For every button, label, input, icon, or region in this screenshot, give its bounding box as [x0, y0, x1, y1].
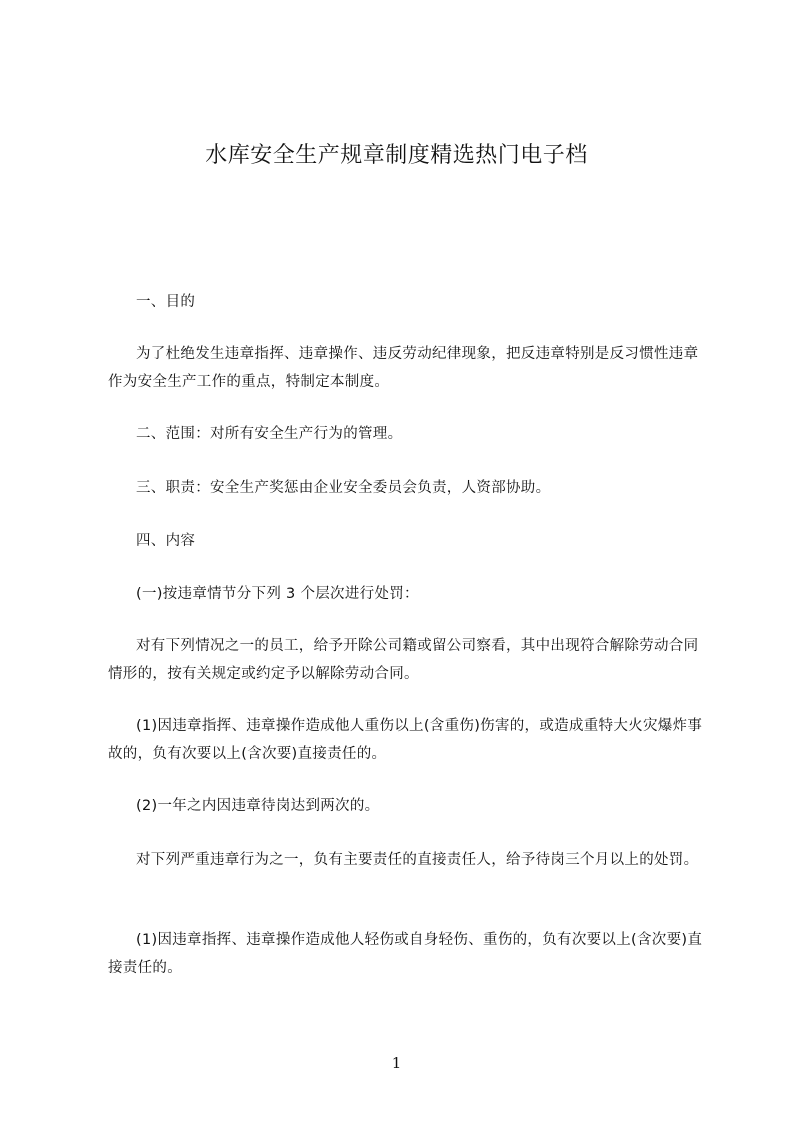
page-number: 1: [391, 1054, 402, 1072]
paragraph-responsibility: 三、职责：安全生产奖惩由企业安全委员会负责，人资部协助。: [136, 480, 551, 496]
section-heading-purpose: 一、目的: [136, 294, 196, 310]
list-item-suspension-1: (1)因违章指挥、违章操作造成他人轻伤或自身轻伤、重伤的，负有次要以上(含次要)直接责任的。: [108, 932, 703, 976]
paragraph-scope: 二、范围：对所有安全生产行为的管理。: [136, 426, 403, 442]
paragraph-suspension: 对下列严重违章行为之一，负有主要责任的直接责任人，给予待岗三个月以上的处罚。: [136, 852, 699, 868]
paragraph-dismissal: 对有下列情况之一的员工，给予开除公司籍或留公司察看，其中出现符合解除劳动合同情形的，按有关规定或约定予以解除劳动合同。: [108, 638, 699, 682]
list-item-dismissal-1: (1)因违章指挥、违章操作造成他人重伤以上(含重伤)伤害的，或造成重特大火灾爆炸事故的，负有次要以上(含次要)直接责任的。: [108, 718, 703, 762]
list-item-dismissal-2: (2)一年之内因违章待岗达到两次的。: [136, 798, 380, 814]
section-heading-content: 四、内容: [136, 533, 196, 549]
paragraph-purpose: 为了杜绝发生违章指挥、违章操作、违反劳动纪律现象，把反违章特别是反习惯性违章作为安全生产工作的重点，特制定本制度。: [108, 346, 699, 390]
document-title: 水库安全生产规章制度精选热门电子档: [205, 143, 588, 168]
paragraph-penalty-levels: (一)按违章情节分下列 3 个层次进行处罚：: [136, 586, 419, 602]
